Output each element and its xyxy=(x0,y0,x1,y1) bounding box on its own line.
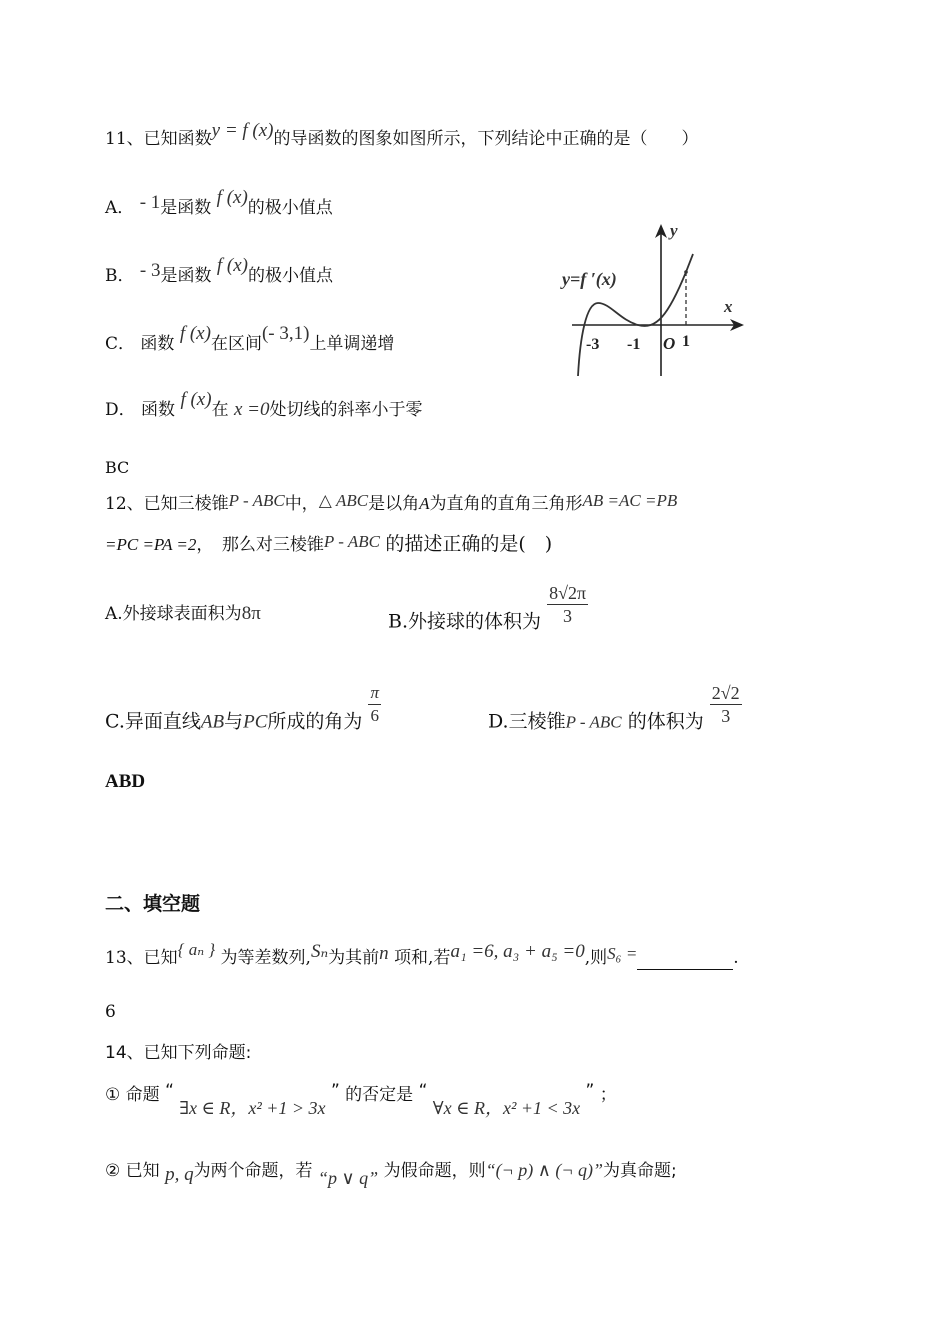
q12-option-c-denominator: 6 xyxy=(370,706,379,725)
q11-option-d xyxy=(105,389,423,422)
q14-item1-mid: 的否定是 xyxy=(345,1085,414,1105)
q12-option-c xyxy=(105,683,381,745)
q11-option-c-text2: 上单调递增 xyxy=(309,334,395,354)
q11-option-b-math: - 3 xyxy=(139,260,161,281)
q12-option-d-text: D.三棱锥 xyxy=(488,710,566,733)
q11-option-d-label: D． xyxy=(105,400,136,420)
q12-option-d xyxy=(488,683,742,745)
q12-option-c-pc: PC xyxy=(243,711,268,733)
q11-option-a-math2: f (x) xyxy=(216,187,248,208)
q12-option-b-text: B.外接球的体积为 xyxy=(388,610,542,633)
q14-item2-pq: p, q xyxy=(165,1164,194,1185)
tick-neg1: -1 xyxy=(627,336,641,353)
q12-option-c-ab: AB xyxy=(200,711,225,733)
q12-option-d-pabc: P - ABC xyxy=(565,712,622,732)
q12-eq1: AB =AC =PB xyxy=(582,491,678,510)
q12-option-d-denominator: 3 xyxy=(721,706,731,726)
q11-func: y = f (x) xyxy=(211,120,274,141)
q12-option-b-denominator: 3 xyxy=(563,606,573,626)
q12-option-a-math: 8π xyxy=(241,603,261,624)
q14-item2-end: 为真命题; xyxy=(603,1161,677,1181)
q11-option-c-label: C． xyxy=(105,334,136,354)
q11-option-b-label: B． xyxy=(105,266,135,286)
q14-item1-quote4: ” xyxy=(585,1081,595,1101)
q12-line1 xyxy=(105,492,677,516)
q13-cond: a₁ =6, a₃ + a₅ =0 xyxy=(450,941,585,962)
q12-line1-mid2: 是以角 xyxy=(368,494,420,514)
x-axis-label: x xyxy=(724,297,733,316)
q14-item2-math1: “p ∨ q” xyxy=(317,1168,379,1188)
q12-answer: ABD xyxy=(105,771,146,792)
q12-option-c-post: 所成的角为 xyxy=(267,710,363,733)
q11-stem xyxy=(105,120,699,151)
q13-answer-blank xyxy=(637,951,733,970)
q12-option-d-numerator: 2√2 xyxy=(711,683,740,703)
q12-angle: A xyxy=(419,494,430,513)
q11-option-b-text2: 的极小值点 xyxy=(248,266,334,286)
q14-item2 xyxy=(105,1158,677,1188)
tick-neg3: -3 xyxy=(586,336,600,353)
q12-pabc-2: P - ABC xyxy=(323,532,380,551)
q12-option-c-mid: 与 xyxy=(224,710,244,733)
q11-option-d-math2: x =0 xyxy=(233,399,270,420)
q11-option-a-text2: 的极小值点 xyxy=(247,198,333,218)
q14-item1-quote2: ” xyxy=(330,1081,340,1101)
q14-title: 14、已知下列命题: xyxy=(105,1043,252,1063)
q11-option-c-math2: (- 3,1) xyxy=(261,323,310,344)
q13-sn: Sₙ xyxy=(310,941,329,962)
q12-option-a xyxy=(105,602,261,626)
q11-option-c-math: f (x) xyxy=(179,323,211,344)
q11-stem-pre: 11、已知函数 xyxy=(105,129,212,149)
q13-s6: S₆ = xyxy=(607,944,638,963)
q14-item1-quote3: “ xyxy=(418,1081,428,1101)
q12-option-c-fraction xyxy=(368,682,381,727)
point-at-1 xyxy=(684,270,688,274)
q14-item2-math2: “(¬ p) ∧ (¬ q)” xyxy=(485,1160,604,1180)
q12-line1-post: 为直角的直角三角形 xyxy=(429,494,583,514)
q14-item1-end: ； xyxy=(599,1085,617,1105)
q11-option-d-text2: 处切线的斜率小于零 xyxy=(269,400,423,420)
q11-stem-post: 的导函数的图象如图所示，下列结论中正确的是（ ） xyxy=(273,129,699,149)
q14-item1-pre: ① 命题 xyxy=(105,1085,160,1105)
y-axis-label: y xyxy=(670,221,678,240)
q14-item1-quote1: “ xyxy=(165,1081,174,1101)
q12-line1-pre: 12、已知三棱锥 xyxy=(105,494,229,514)
q12-option-c-numerator: π xyxy=(368,682,381,705)
q12-option-c-text: C.异面直线 xyxy=(105,710,201,733)
q13-n: n xyxy=(379,943,389,964)
q13-seq: { aₙ } xyxy=(177,940,216,959)
q11-option-a-label: A． xyxy=(105,198,135,218)
q12-option-d-fraction xyxy=(710,682,742,727)
q14-item1-math2: ∀x ∈ R，x² +1 < 3x xyxy=(432,1098,581,1118)
curve-label: y=f ′(x) xyxy=(562,269,617,289)
q12-pabc: P - ABC xyxy=(228,491,285,510)
q11-option-d-text0: 函数 xyxy=(141,400,176,420)
q14-item1-math1: ∃x ∈ R，x² +1 > 3x xyxy=(179,1098,326,1118)
q13-t1: 为等差数列, xyxy=(220,948,311,968)
q11-option-c-text0: 函数 xyxy=(140,334,175,354)
q13-line xyxy=(105,940,739,970)
q11-option-b xyxy=(105,255,334,288)
q12-option-d-post: 的体积为 xyxy=(627,710,704,733)
q11-option-c xyxy=(105,323,395,356)
q12-triangle: △ ABC xyxy=(318,491,369,510)
q14-item2-mid2: 为假命题，则 xyxy=(383,1161,486,1181)
q12-line2-end: 的描述正确的是( ) xyxy=(385,533,553,555)
q12-line1-mid: 中， xyxy=(284,494,319,514)
q11-option-d-math: f (x) xyxy=(180,389,212,410)
q12-line2 xyxy=(105,532,552,557)
q13-t4: ,则 xyxy=(584,948,608,968)
q12-option-b-numerator: 8√2π xyxy=(549,583,587,603)
q11-option-b-text1: 是函数 xyxy=(160,266,212,286)
q13-t3: 项和,若 xyxy=(394,948,451,968)
q12-option-b-fraction xyxy=(547,582,588,627)
q11-option-a-math: - 1 xyxy=(139,192,161,213)
derivative-graph xyxy=(558,218,758,383)
q12-eq2: =PC =PA =2 xyxy=(105,535,197,554)
q12-option-a-text: A.外接球表面积为 xyxy=(105,604,242,624)
tick-1: 1 xyxy=(682,333,690,350)
q14-item2-pre: ② 已知 xyxy=(105,1161,160,1181)
q11-option-a xyxy=(105,187,333,220)
q12-line2-post: ， 那么对三棱锥 xyxy=(196,535,324,555)
q14-item2-mid: 为两个命题，若 xyxy=(193,1161,313,1181)
q11-answer: BC xyxy=(105,458,130,477)
section-title: 二、填空题 xyxy=(105,893,201,915)
q11-option-b-math2: f (x) xyxy=(216,255,249,276)
q13-t2: 为其前 xyxy=(328,948,380,968)
q11-option-c-text1: 在区间 xyxy=(210,334,262,354)
q14-item1 xyxy=(105,1081,617,1118)
q13-answer: 6 xyxy=(105,1002,116,1022)
q11-option-d-text1: 在 xyxy=(211,400,229,420)
q13-pre: 13、已知 xyxy=(105,948,178,968)
tick-origin: O xyxy=(663,334,676,353)
q11-option-a-text1: 是函数 xyxy=(160,198,212,218)
q13-end: . xyxy=(733,948,739,968)
